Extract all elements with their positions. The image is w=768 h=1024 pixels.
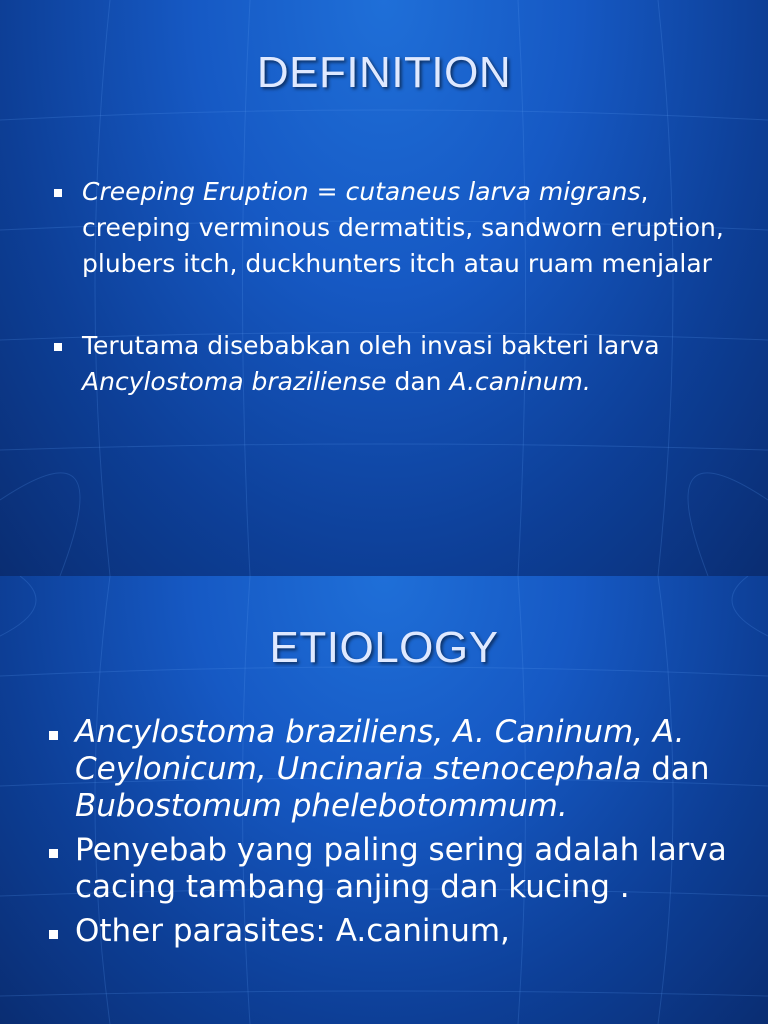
body-text: Penyebab yang paling sering adalah larva cacing tambang anjing dan kucing . bbox=[75, 832, 727, 905]
species-text: Ancylostoma braziliens, A. Caninum, A. Ceylonicum, Uncinaria stenocephala bbox=[75, 714, 685, 787]
slide-etiology bbox=[0, 576, 768, 1024]
square-bullet-icon bbox=[54, 189, 62, 197]
square-bullet-icon bbox=[54, 343, 62, 351]
square-bullet-icon bbox=[49, 731, 58, 740]
list-item bbox=[75, 714, 745, 825]
square-bullet-icon bbox=[49, 930, 58, 939]
list-item bbox=[82, 328, 742, 400]
slide-title: ETIOLOGY bbox=[269, 623, 499, 672]
term-text: Creeping Eruption = cutaneus larva migrans bbox=[82, 177, 641, 206]
list-item bbox=[75, 832, 745, 906]
body-text: Terutama disebabkan oleh invasi bakteri larva bbox=[82, 331, 660, 360]
slide-title: DEFINITION bbox=[256, 48, 512, 97]
body-text: dan bbox=[386, 367, 450, 396]
bullet-list bbox=[75, 714, 745, 957]
species-text: Bubostomum phelebotommum. bbox=[75, 788, 568, 824]
list-item bbox=[75, 913, 745, 950]
species-text: A.caninum. bbox=[449, 367, 591, 396]
body-text: dan bbox=[641, 751, 710, 787]
body-text: , creeping verminous dermatitis, sandworn eruption, plubers itch, duckhunters itch atau ruam menjalar bbox=[82, 177, 724, 278]
bullet-list bbox=[82, 174, 742, 446]
body-text: Other parasites: A.caninum, bbox=[75, 913, 510, 949]
square-bullet-icon bbox=[49, 849, 58, 858]
species-text: Ancylostoma braziliense bbox=[82, 367, 387, 396]
list-item bbox=[82, 174, 742, 282]
